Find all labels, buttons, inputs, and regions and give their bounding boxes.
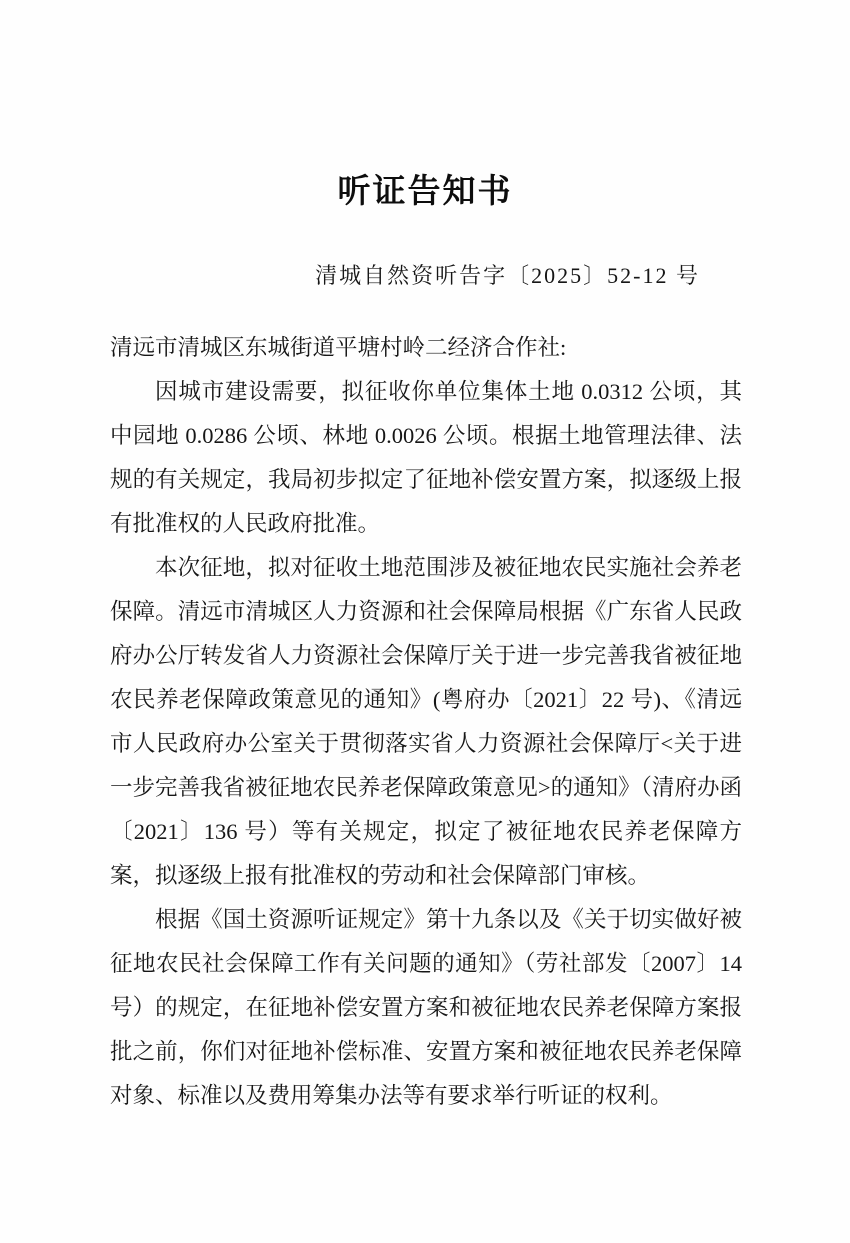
- recipient-line: 清远市清城区东城街道平塘村岭二经济合作社:: [110, 335, 567, 360]
- body-paragraph: 根据《国土资源听证规定》第十九条以及《关于切实做好被征地农民社会保障工作有关问题的通知》（劳社部发〔2007〕14 号）的规定，在征地补偿安置方案和被征地农民养老保障方案报批之前，你们对征地补偿标准、安置方案和被征地农民养老保障对象、标准以及费用筹集办法等有要求举行听证的权利。: [110, 907, 742, 1108]
- document-reference-number: 清城自然资听告字〔2025〕52-12 号: [315, 263, 700, 288]
- document-title: 听证告知书: [337, 172, 513, 209]
- document-body: [110, 326, 742, 1118]
- body-paragraph: 因城市建设需要，拟征收你单位集体土地 0.0312 公顷，其中园地 0.0286 公顷、林地 0.0026 公顷。根据土地管理法律、法规的有关规定，我局初步拟定了征地补偿安置方案，拟逐级上报有批准权的人民政府批准。: [110, 379, 742, 536]
- body-paragraph: 本次征地，拟对征收土地范围涉及被征地农民实施社会养老保障。清远市清城区人力资源和社会保障局根据《广东省人民政府办公厅转发省人力资源社会保障厅关于进一步完善我省被征地农民养老保障政策意见的通知》(粤府办〔2021〕22 号)、《清远市人民政府办公室关于贯彻落实省人力资源社会保障厅<关于进一步完善我省被征地农民养老保障政策意见>的通知》（清府办函〔2021〕136 号）等有关规定，拟定了被征地农民养老保障方案，拟逐级上报有批准权的劳动和社会保障部门审核。: [110, 555, 742, 888]
